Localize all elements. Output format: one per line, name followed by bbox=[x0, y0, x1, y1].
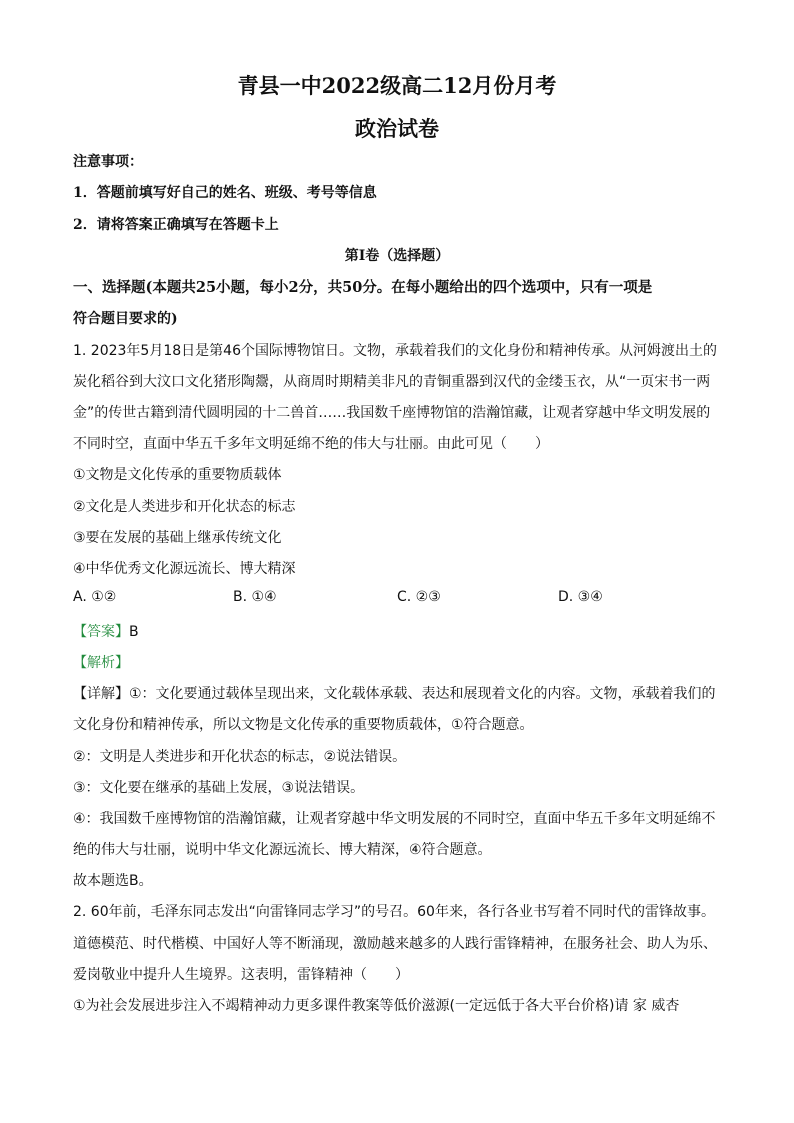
q1-stem-line-3: 金”的传世古籍到清代圆明园的十二兽首……我国数千座博物馆的浩瀚馆藏，让观者穿越中华文明发展的 bbox=[73, 405, 711, 421]
answer-value: B bbox=[129, 624, 139, 640]
q1-detail-line-2: 文化身份和精神传承，所以文物是文化传承的重要物质载体，①符合题意。 bbox=[73, 717, 534, 733]
q1-option-a: A. ①② bbox=[73, 589, 117, 605]
q1-option-b: B. ①④ bbox=[233, 589, 277, 605]
q1-option-c: C. ②③ bbox=[397, 589, 441, 605]
q2-statement-1: ①为社会发展进步注入不竭精神动力更多课件教案等低价滋源(一定远低于各大平台价格)请 家 威杏 bbox=[73, 998, 680, 1014]
q1-stem-line-2: 炭化稻谷到大汶口文化猪形陶鬶，从商周时期精美非凡的青铜重器到汉代的金缕玉衣，从“一页宋书一两 bbox=[73, 374, 711, 390]
q1-detail-line-6: 绝的伟大与壮丽，说明中华文化源远流长、博大精深，④符合题意。 bbox=[73, 842, 492, 858]
answer-tag: 【答案】 bbox=[73, 624, 129, 640]
q1-statement-2: ②文化是人类进步和开化状态的标志 bbox=[73, 499, 296, 515]
q1-statement-3: ③要在发展的基础上继承传统文化 bbox=[73, 530, 282, 546]
q1-stem-line-1: 1. 2023年5月18日是第46个国际博物馆日。文物，承载着我们的文化身份和精神传承。从河姆渡出土的 bbox=[73, 343, 717, 359]
q1-conclusion: 故本题选B。 bbox=[73, 873, 153, 889]
section-instruction-2: 符合题目要求的) bbox=[73, 311, 178, 327]
notes-heading: 注意事项： bbox=[73, 154, 143, 170]
analysis-tag: 【解析】 bbox=[73, 655, 129, 671]
section-instruction-1: 一、选择题(本题共25小题，每小2分，共50分。在每小题给出的四个选项中，只有一项是 bbox=[73, 279, 653, 296]
exam-subject: 政治试卷 bbox=[355, 116, 439, 141]
notes-item-2: 2．请将答案正确填写在答题卡上 bbox=[73, 217, 279, 233]
exam-title: 青县一中2022级高二12月份月考 bbox=[237, 73, 557, 98]
q1-stem-line-4: 不同时空，直面中华五千多年文明延绵不绝的伟大与壮丽。由此可见（ ） bbox=[73, 436, 549, 452]
detail-tag: 【详解】 bbox=[73, 686, 129, 702]
detail-text-1: ①：文化要通过载体呈现出来，文化载体承载、表达和展现着文化的内容。文物，承载着我们的 bbox=[129, 686, 716, 702]
notes-item-1: 1．答题前填写好自己的姓名、班级、考号等信息 bbox=[73, 185, 377, 201]
q1-detail-line-4: ③：文化要在继承的基础上发展，③说法错误。 bbox=[73, 780, 365, 796]
q1-statement-4: ④中华优秀文化源远流长、博大精深 bbox=[73, 561, 296, 577]
q1-detail-line-1 bbox=[73, 683, 733, 703]
section-title: 第I卷（选择题） bbox=[344, 248, 450, 264]
q1-detail-line-3: ②：文明是人类进步和开化状态的标志，②说法错误。 bbox=[73, 749, 407, 765]
q2-stem-line-1: 2. 60年前，毛泽东同志发出“向雷锋同志学习”的号召。60年来，各行各业书写着不同时代的雷锋故事。 bbox=[73, 904, 715, 920]
q1-option-d: D. ③④ bbox=[558, 589, 603, 605]
q1-detail-line-5: ④：我国数千座博物馆的浩瀚馆藏，让观者穿越中华文明发展的不同时空，直面中华五千多年文明延绵不 bbox=[73, 811, 716, 827]
q1-answer bbox=[73, 621, 733, 641]
q1-statement-1: ①文物是文化传承的重要物质载体 bbox=[73, 467, 282, 483]
q2-stem-line-2: 道德模范、时代楷模、中国好人等不断涌现，激励越来越多的人践行雷锋精神，在服务社会、助人为乐、 bbox=[73, 936, 717, 952]
q2-stem-line-3: 爱岗敬业中提升人生境界。这表明，雷锋精神（ ） bbox=[73, 967, 409, 983]
